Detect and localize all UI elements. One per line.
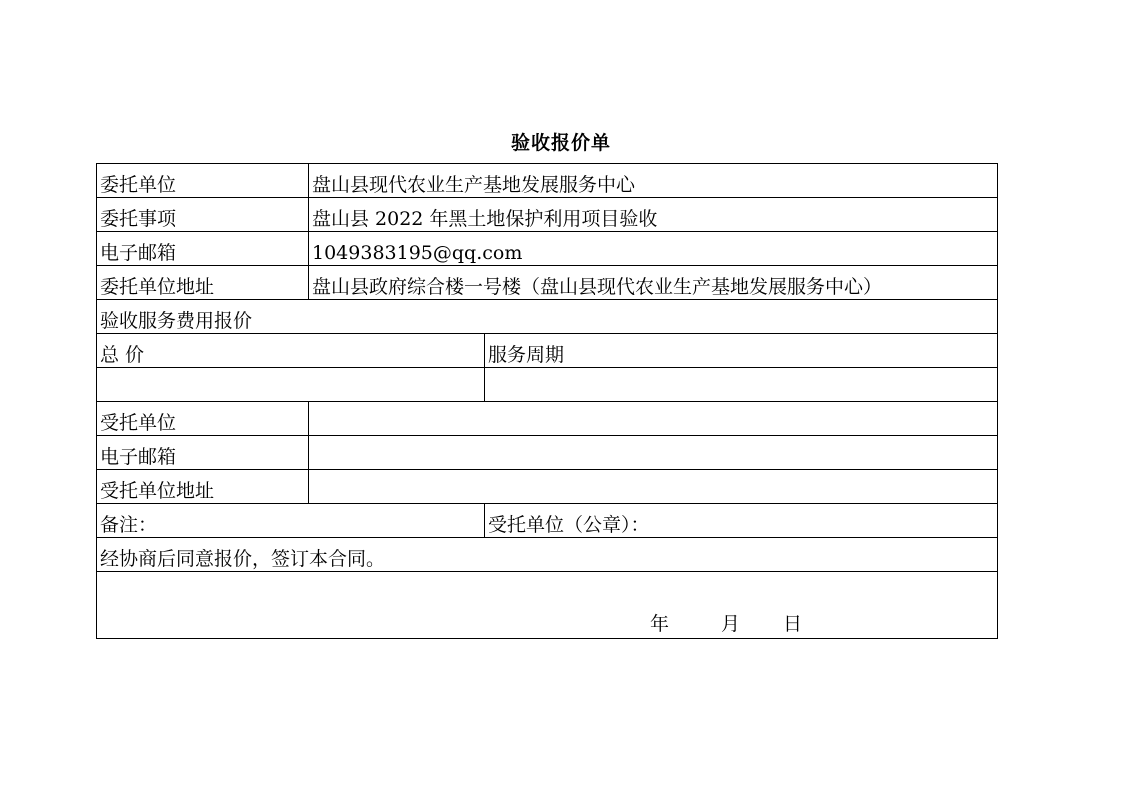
client-unit-label: 委托单位	[97, 164, 309, 198]
table-row	[97, 232, 998, 266]
contractor-email-label: 电子邮箱	[97, 436, 309, 470]
contractor-seal-label: 受托单位（公章）：	[485, 504, 998, 538]
date-year: 年	[650, 613, 670, 635]
client-address-value: 盘山县政府综合楼一号楼（盘山县现代农业生产基地发展服务中心）	[309, 266, 998, 300]
date-line	[650, 613, 802, 636]
total-price-label: 总 价	[97, 334, 485, 368]
table-row	[97, 470, 998, 504]
remarks-label: 备注：	[97, 504, 485, 538]
client-email-value: 1049383195@qq.com	[309, 232, 998, 266]
contractor-address-value-cell[interactable]	[309, 470, 998, 504]
table-row	[97, 334, 998, 368]
table-row	[97, 538, 998, 572]
client-item-label: 委托事项	[97, 198, 309, 232]
table-row	[97, 164, 998, 198]
contractor-unit-value-cell[interactable]	[309, 402, 998, 436]
contractor-address-label: 受托单位地址	[97, 470, 309, 504]
client-address-label: 委托单位地址	[97, 266, 309, 300]
table-row	[97, 368, 998, 402]
document-title: 验收报价单	[510, 132, 611, 154]
client-email-label: 电子邮箱	[97, 232, 309, 266]
agreement-text: 经协商后同意报价，签订本合同。	[97, 538, 998, 572]
client-item-value: 盘山县 2022 年黑土地保护利用项目验收	[309, 198, 998, 232]
quotation-form-table	[96, 163, 998, 639]
table-row	[97, 572, 998, 639]
table-row	[97, 504, 998, 538]
date-signature-cell	[97, 572, 998, 639]
table-row	[97, 266, 998, 300]
client-unit-value: 盘山县现代农业生产基地发展服务中心	[309, 164, 998, 198]
service-period-label: 服务周期	[485, 334, 998, 368]
table-row	[97, 198, 998, 232]
service-period-value-cell[interactable]	[485, 368, 998, 402]
table-row	[97, 402, 998, 436]
date-day: 日	[783, 613, 803, 635]
contractor-unit-label: 受托单位	[97, 402, 309, 436]
contractor-email-value-cell[interactable]	[309, 436, 998, 470]
date-month: 月	[721, 613, 741, 635]
table-row	[97, 436, 998, 470]
total-price-value-cell[interactable]	[97, 368, 485, 402]
table-row	[97, 300, 998, 334]
fee-section-label: 验收服务费用报价	[97, 300, 998, 334]
